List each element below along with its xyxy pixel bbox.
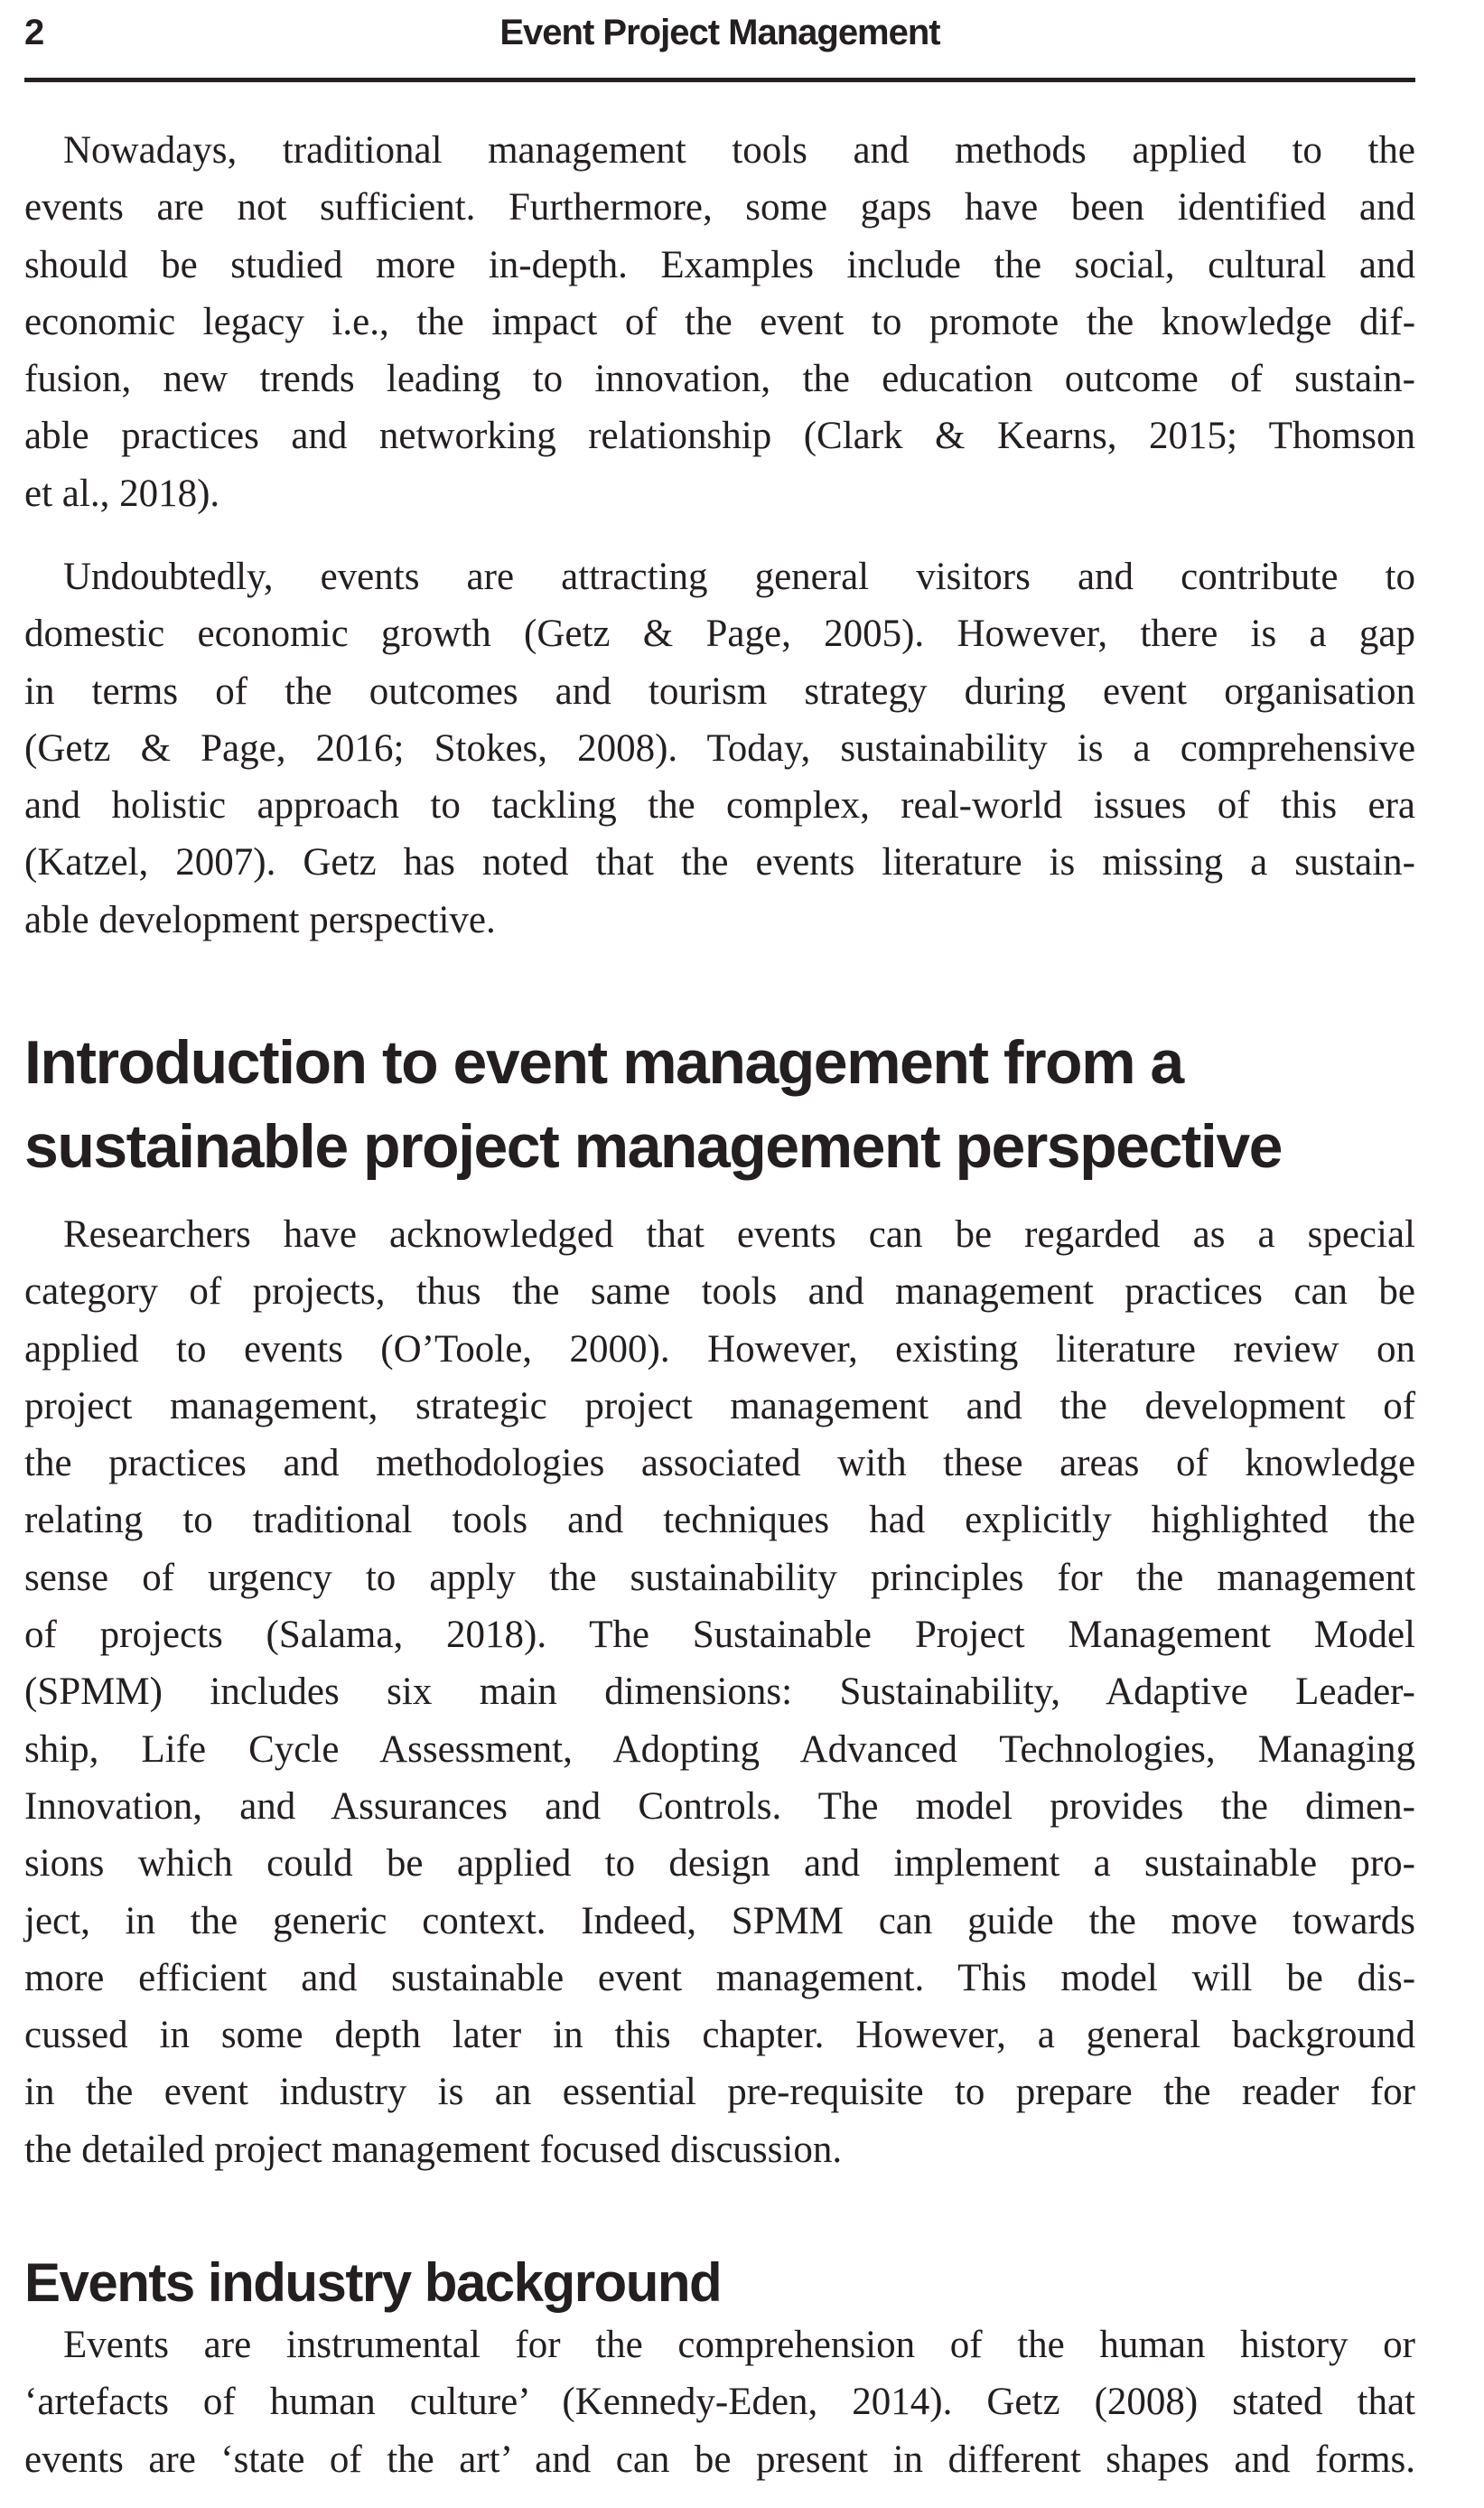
text-line: cussed in some depth later in this chapter. However, a general background xyxy=(24,2014,1416,2057)
text-line: Researchers have acknowledged that events can be regarded as a special xyxy=(63,1213,1415,1256)
text-line: sions which could be applied to design and implement a sustainable pro- xyxy=(24,1842,1415,1886)
heading-line: Introduction to event management from a xyxy=(24,1028,1183,1097)
text-line: Nowadays, traditional management tools and methods applied to the xyxy=(63,129,1415,172)
text-line: ship, Life Cycle Assessment, Adopting Advanced Technologies, Managing xyxy=(24,1727,1415,1771)
text-line: sense of urgency to apply the sustainability principles for the management xyxy=(24,1556,1416,1599)
text-line: et al., 2018). xyxy=(24,472,220,515)
text-line: of projects (Salama, 2018). The Sustainable Project Management Model xyxy=(24,1614,1415,1657)
section-heading-introduction xyxy=(24,1021,1470,1189)
text-line: events are ‘state of the art’ and can be present in different shapes and forms. xyxy=(24,2438,1416,2481)
text-line: able development perspective. xyxy=(24,898,496,941)
text-line: the practices and methodologies associated with these areas of knowledge xyxy=(24,1442,1416,1485)
text-line: in the event industry is an essential pre-requisite to prepare the reader for xyxy=(24,2071,1415,2114)
paragraph-2 xyxy=(24,548,1415,949)
text-line: more efficient and sustainable event management. This model will be dis- xyxy=(24,1956,1416,1999)
text-line: able practices and networking relationship (Clark & Kearns, 2015; Thomson xyxy=(24,415,1416,458)
text-line: should be studied more in-depth. Examples include the social, cultural and xyxy=(24,243,1416,286)
section-heading-events-industry xyxy=(24,2247,1470,2319)
page-number: 2 xyxy=(24,13,45,52)
text-line: in terms of the outcomes and tourism strategy during event organisation xyxy=(24,669,1415,713)
text-line: (Getz & Page, 2016; Stokes, 2008). Today, sustainability is a comprehensive xyxy=(24,726,1416,770)
heading-line: sustainable project management perspective xyxy=(24,1112,1282,1181)
heading-line: Events industry background xyxy=(24,2252,722,2313)
text-line: events are not sufficient. Furthermore, some gaps have been identified and xyxy=(24,186,1416,229)
paragraph-1 xyxy=(24,122,1415,522)
text-line: Events are instrumental for the comprehension of the human history or xyxy=(63,2324,1416,2366)
text-line: the detailed project management focused discussion. xyxy=(24,2128,843,2171)
text-line: ‘artefacts of human culture’ (Kennedy-Eden, 2014). Getz (2008) stated that xyxy=(24,2381,1416,2424)
text-line: Undoubtedly, events are attracting general visitors and contribute to xyxy=(63,556,1416,598)
running-head-title: Event Project Management xyxy=(499,13,940,52)
text-line: relating to traditional tools and techniques had explicitly highlighted the xyxy=(24,1499,1415,1542)
text-line: (Katzel, 2007). Getz has noted that the events literature is missing a sustain- xyxy=(24,841,1415,884)
text-line: Innovation, and Assurances and Controls. The model provides the dimen- xyxy=(24,1784,1415,1828)
text-line: project management, strategic project management and the development of xyxy=(24,1384,1416,1427)
text-line: ject, in the generic context. Indeed, SPMM can guide the move towards xyxy=(24,1899,1415,1942)
text-line: economic legacy i.e., the impact of the event to promote the knowledge dif- xyxy=(24,300,1416,343)
text-line: (SPMM) includes six main dimensions: Sustainability, Adaptive Leader- xyxy=(24,1670,1415,1714)
text-line: and holistic approach to tackling the complex, real-world issues of this era xyxy=(24,784,1415,828)
text-line: fusion, new trends leading to innovation, the education outcome of sustain- xyxy=(24,358,1415,401)
text-line: applied to events (O’Toole, 2000). However, existing literature review on xyxy=(24,1327,1415,1371)
paragraph-4 xyxy=(24,2316,1415,2488)
header-rule xyxy=(24,78,1415,82)
text-line: category of projects, thus the same tools and management practices can be xyxy=(24,1270,1416,1314)
text-line: domestic economic growth (Getz & Page, 2005). However, there is a gap xyxy=(24,613,1415,656)
paragraph-3 xyxy=(24,1206,1415,2178)
running-head xyxy=(24,0,1415,80)
